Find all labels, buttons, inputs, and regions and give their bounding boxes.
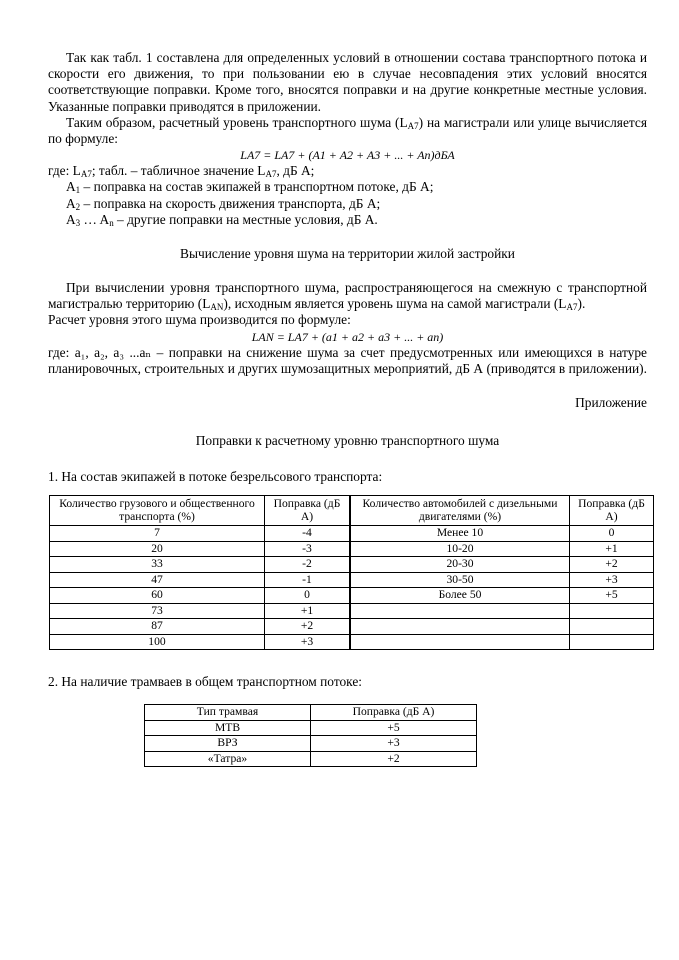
table-row: 33 -2 20-30 +2 xyxy=(50,557,654,573)
formula-la7-text: LA7 = LA7 + (A1 + A2 + A3 + ... + An)дБА xyxy=(240,148,455,163)
table-header-cell: Количество автомобилей с дизельными двигателями (%) xyxy=(350,496,570,526)
definition-a2: $A_2$ – поправка на скорость движения транспорта, дБ А; xyxy=(66,195,381,212)
table-row: «Татра» +2 xyxy=(145,751,477,767)
section-2-title: 2. На наличие трамваев в общем транспортном потоке: xyxy=(48,674,363,690)
table-row: 7 -4 Менее 10 0 xyxy=(50,526,654,542)
appendix-label: Приложение xyxy=(575,395,647,411)
section-heading-corrections: Поправки к расчетному уровню транспортного шума xyxy=(195,433,500,449)
table-header-cell: Количество грузового и общественного транспорта (%) xyxy=(50,496,265,526)
paragraph-formula-intro: Таким образом, расчетный уровень транспортного шума $(L_{A7})$ на магистрали или улице вычисляется по формуле: xyxy=(48,114,648,147)
table-row: 100 +3 xyxy=(50,634,654,650)
table-row: 87 +2 xyxy=(50,619,654,635)
table-header-row xyxy=(50,496,654,526)
table-row: 60 0 Более 50 +5 xyxy=(50,588,654,604)
definition-a3-an: $A_3$ … $A_n$ – другие поправки на местные условия, дБ А. xyxy=(66,211,378,228)
formula-lan-text: LAN = LA7 + (a1 + a2 + a3 + ... + an) xyxy=(251,329,444,344)
table-header-cell: Тип трамвая xyxy=(145,705,311,721)
paragraph-intro: Так как табл. 1 составлена для определенных условий в отношении состава транспортного потока и скорости его движения, то при пользовании ею в случае несовпадения этих условий вносятся соответствующие поправки. Кроме того, вносятся поправки и на другие конкретные местные условия. Указанные поправки приводятся в приложении. xyxy=(48,50,647,114)
table-row: МТВ +5 xyxy=(145,720,477,736)
definition-a1: $A_1$ – поправка на состав экипажей в транспортном потоке, дБ А; xyxy=(66,179,434,196)
document-page xyxy=(48,50,647,767)
table-tram-types xyxy=(144,704,477,767)
section-heading-residential: Вычисление уровня шума на территории жилой застройки xyxy=(180,246,515,262)
table-row: 47 -1 30-50 +3 xyxy=(50,572,654,588)
paragraph-where-corrections: где: a₁, a₂, a₃ ...aₙ – поправки на снижение шума за счет предусмотренных или имеющихся в натуре планировочных, строительных и других шумозащитных мероприятий, дБ А (приводятся в приложении). xyxy=(48,344,647,376)
table-vehicle-composition xyxy=(49,495,654,650)
paragraph-adjacent-territory: При вычислении уровня транспортного шума, распространяющегося на смежную с транспортной магистралью территорию $(L_{AN})$, исходным является уровень шума на самой магистрали $(L_{A7})$. xyxy=(48,280,647,313)
where-line-1: где: $L_{A7}$; табл. – табличное значение $L_{A7}$, дБ А; xyxy=(48,163,315,180)
table-header-cell: Поправка (дБ А) xyxy=(570,496,654,526)
table-header-cell: Поправка (дБ А) xyxy=(265,496,351,526)
table-header-row xyxy=(145,705,477,721)
table-header-cell: Поправка (дБ А) xyxy=(311,705,477,721)
table-row: 20 -3 10-20 +1 xyxy=(50,541,654,557)
table-row: 73 +1 xyxy=(50,603,654,619)
paragraph-calc-intro: Расчет уровня этого шума производится по формуле: xyxy=(48,312,351,328)
table-row: ВРЗ +3 xyxy=(145,736,477,752)
section-1-title: 1. На состав экипажей в потоке безрельсового транспорта: xyxy=(48,469,383,485)
formula-lan xyxy=(48,329,647,345)
formula-la7 xyxy=(48,147,647,163)
